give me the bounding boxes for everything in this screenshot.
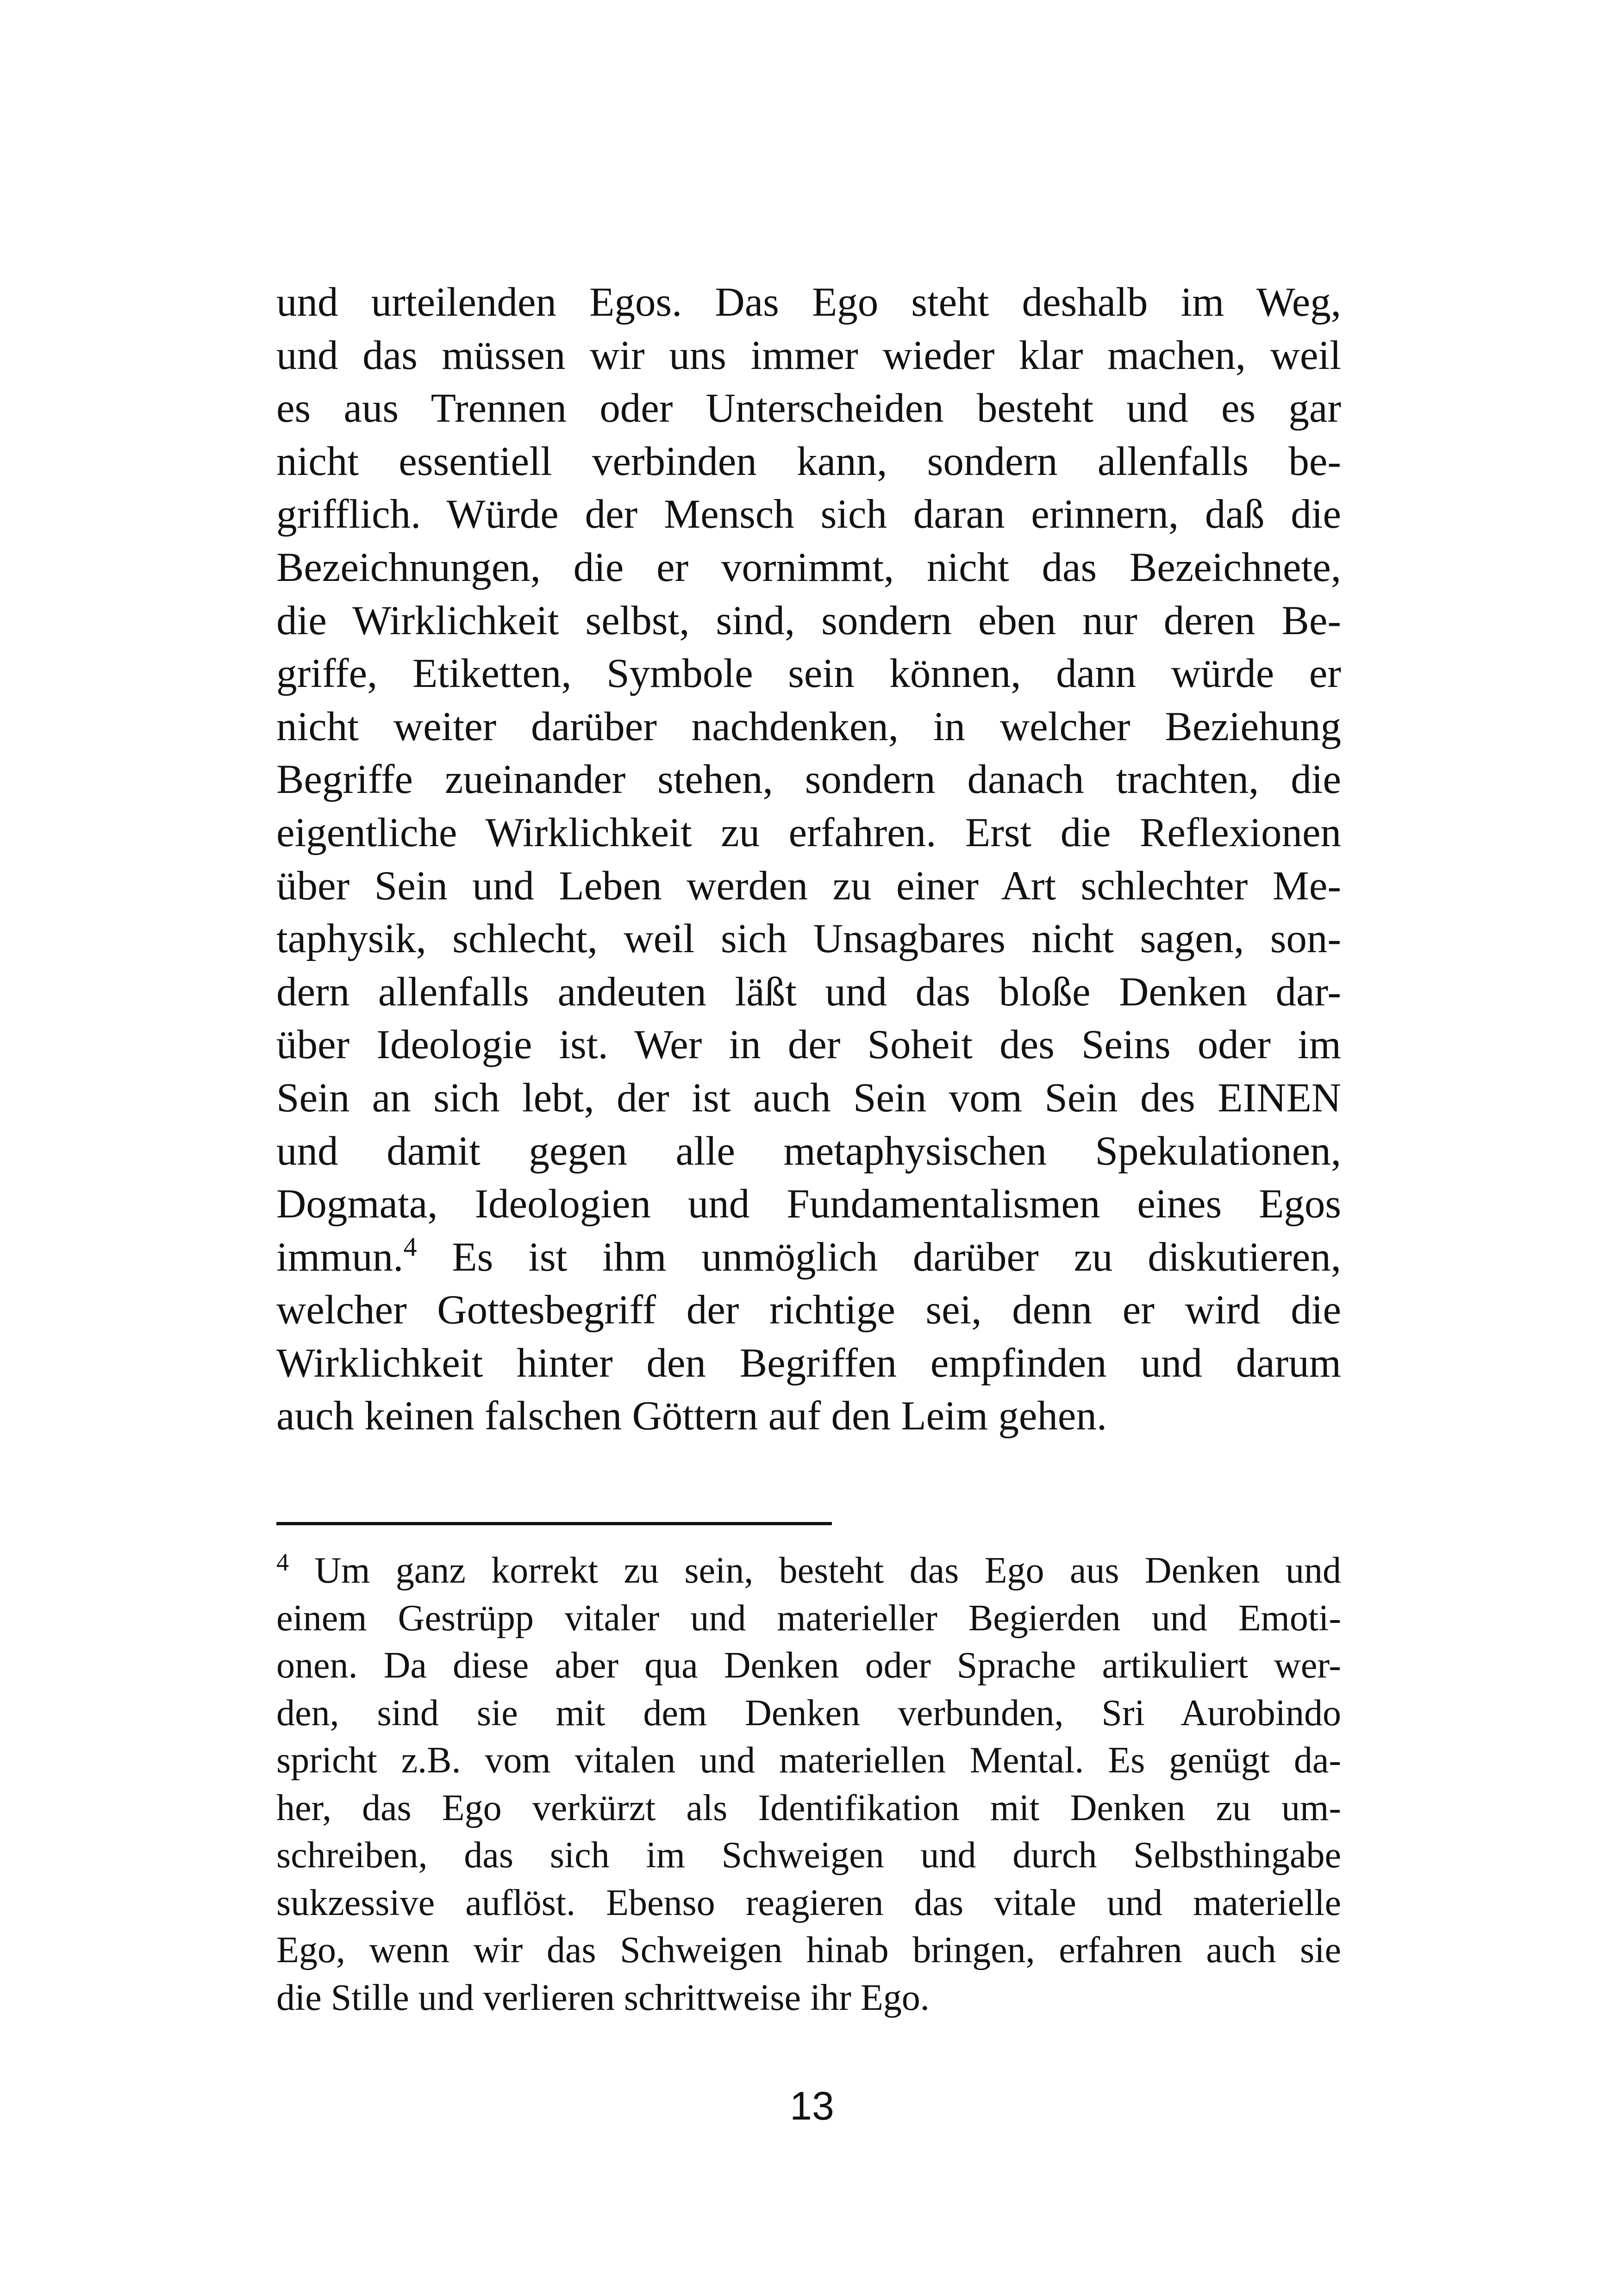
- body-line-with-footnote-ref: [276, 1231, 1341, 1284]
- body-line: die Wirklichkeit selbst, sind, sondern eben nur deren Be-: [276, 598, 1341, 643]
- footnote-line: einem Gestrüpp vitaler und materieller Begierden und Emoti-: [276, 1597, 1341, 1639]
- body-line: grifflich. Würde der Mensch sich daran erinnern, daß die: [276, 492, 1341, 537]
- body-line: griffe, Etiketten, Symbole sein können, dann würde er: [276, 651, 1341, 697]
- body-line: nicht weiter darüber nachdenken, in welcher Beziehung: [276, 704, 1341, 749]
- body-line-start: immun.: [276, 1234, 404, 1280]
- footnote-line: [276, 1547, 1341, 1595]
- body-line: Sein an sich lebt, der ist auch Sein vom Sein des EINEN: [276, 1075, 1341, 1121]
- footnote-line: Ego, wenn wir das Schweigen hinab bringen, erfahren auch sie: [276, 1930, 1341, 1971]
- footnote-marker: 4: [276, 1548, 289, 1576]
- footnote-reference[interactable]: 4: [403, 1231, 417, 1262]
- body-line: nicht essentiell verbinden kann, sondern allenfalls be-: [276, 438, 1341, 484]
- footnote-line: die Stille und verlieren schrittweise ihr Ego.: [276, 1977, 930, 2018]
- body-line: welcher Gottesbegriff der richtige sei, denn er wird die: [276, 1287, 1341, 1333]
- body-line: taphysik, schlecht, weil sich Unsagbares nicht sagen, son-: [276, 916, 1341, 962]
- body-line: über Sein und Leben werden zu einer Art schlechter Me-: [276, 863, 1341, 909]
- footnote-line: schreiben, das sich im Schweigen und durch Selbsthingabe: [276, 1835, 1341, 1876]
- body-line: auch keinen falschen Göttern auf den Leim gehen.: [276, 1393, 1107, 1439]
- footnote-line: sukzessive auflöst. Ebenso reagieren das vitale und materielle: [276, 1882, 1341, 1923]
- body-line: Begriffe zueinander stehen, sondern danach trachten, die: [276, 757, 1341, 803]
- footnote-line: onen. Da diese aber qua Denken oder Sprache artikuliert wer-: [276, 1645, 1341, 1686]
- body-line: Bezeichnungen, die er vornimmt, nicht das Bezeichnete,: [276, 544, 1341, 590]
- body-line: Wirklichkeit hinter den Begriffen empfinden und darum: [276, 1340, 1341, 1386]
- body-line: über Ideologie ist. Wer in der Soheit des Seins oder im: [276, 1022, 1341, 1068]
- body-line: und damit gegen alle metaphysischen Spekulationen,: [276, 1128, 1341, 1174]
- page-number: 13: [790, 2084, 834, 2128]
- footnote: [276, 1547, 1341, 2021]
- body-line: und urteilenden Egos. Das Ego steht deshalb im Weg,: [276, 280, 1341, 325]
- body-line: und das müssen wir uns immer wieder klar machen, weil: [276, 332, 1341, 378]
- footnote-line: den, sind sie mit dem Denken verbunden, Sri Aurobindo: [276, 1692, 1341, 1734]
- body-line: eigentliche Wirklichkeit zu erfahren. Erst die Reflexionen: [276, 810, 1341, 855]
- footnote-first-line-text: Um ganz korrekt zu sein, besteht das Ego aus Denken und: [289, 1550, 1341, 1591]
- body-paragraph: [276, 276, 1341, 1443]
- footnote-separator: [276, 1522, 832, 1525]
- body-line: Dogmata, Ideologien und Fundamentalismen eines Egos: [276, 1181, 1341, 1227]
- body-line: es aus Trennen oder Unterscheiden besteht und es gar: [276, 386, 1341, 431]
- body-line: dern allenfalls andeuten läßt und das bloße Denken dar-: [276, 969, 1341, 1015]
- body-line-end: Es ist ihm unmöglich darüber zu diskutieren,: [417, 1234, 1341, 1280]
- footnote-line: spricht z.B. vom vitalen und materiellen Mental. Es genügt da-: [276, 1740, 1341, 1781]
- footnote-line: her, das Ego verkürzt als Identifikation mit Denken zu um-: [276, 1787, 1341, 1828]
